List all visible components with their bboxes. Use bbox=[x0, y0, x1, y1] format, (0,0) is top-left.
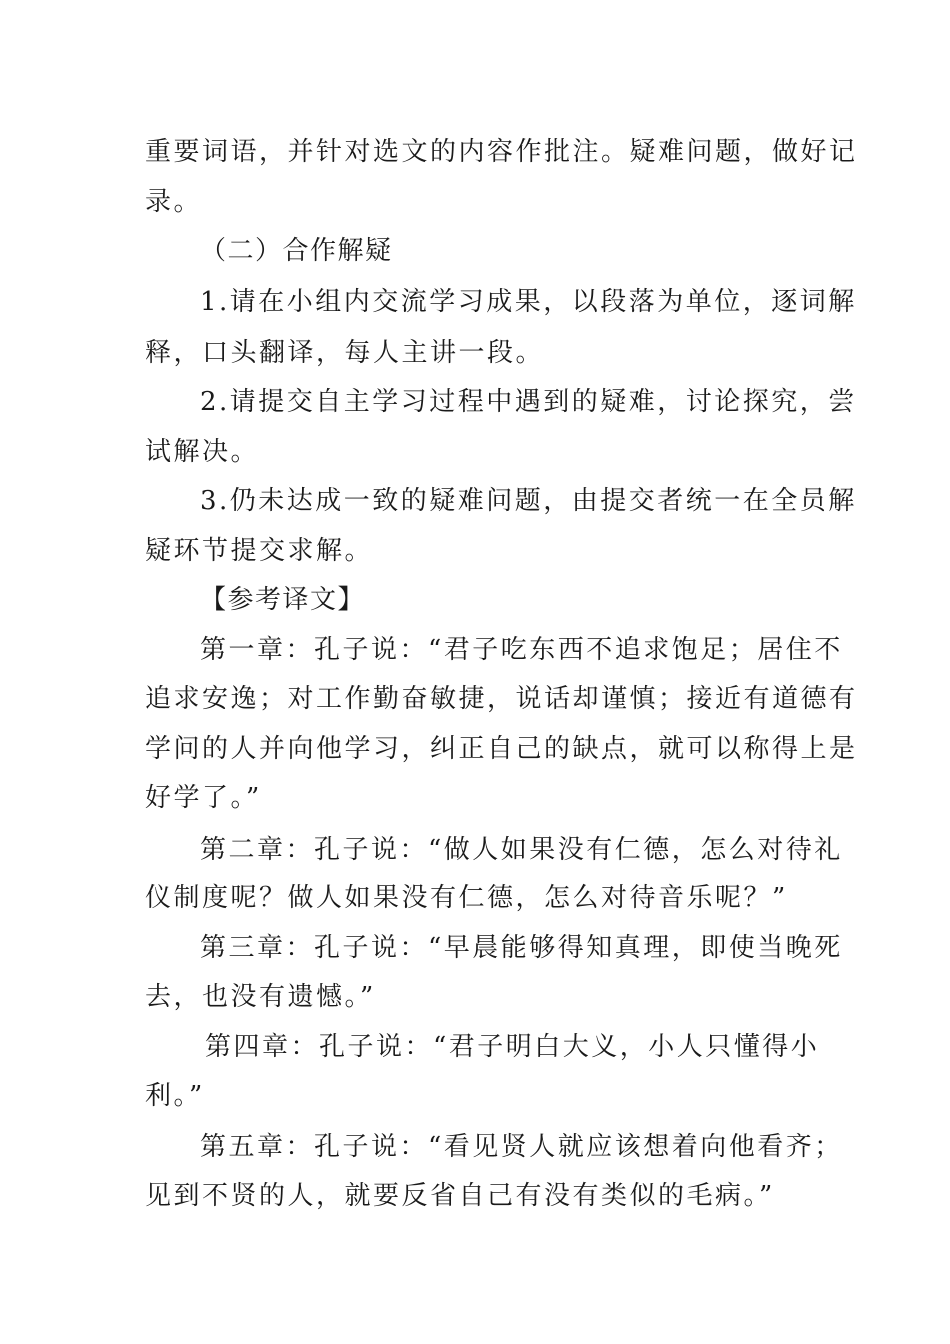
text-line: 1.请在小组内交流学习成果，以段落为单位，逐词解 bbox=[200, 287, 857, 317]
section-heading: 【参考译文】 bbox=[200, 585, 366, 615]
text-line: 利。” bbox=[145, 1081, 205, 1111]
section-heading: （二）合作解疑 bbox=[200, 236, 393, 266]
text-line: 第五章：孔子说：“看见贤人就应该想着向他看齐； bbox=[200, 1132, 843, 1162]
text-line: 疑环节提交求解。 bbox=[145, 536, 374, 566]
text-line: 追求安逸；对工作勤奋敏捷，说话却谨慎；接近有道德有 bbox=[145, 684, 858, 714]
text-line: 第三章：孔子说：“早晨能够得知真理，即使当晚死 bbox=[200, 933, 843, 963]
text-line: 录。 bbox=[145, 187, 203, 217]
text-line: 2.请提交自主学习过程中遇到的疑难，讨论探究，尝 bbox=[200, 387, 857, 417]
text-line: 好学了。” bbox=[145, 783, 262, 813]
text-line: 仪制度呢？做人如果没有仁德，怎么对待音乐呢？” bbox=[145, 883, 788, 913]
text-line: 第一章：孔子说：“君子吃东西不追求饱足；居住不 bbox=[200, 635, 843, 665]
text-line: 3.仍未达成一致的疑难问题，由提交者统一在全员解 bbox=[200, 486, 857, 516]
text-line: 第二章：孔子说：“做人如果没有仁德，怎么对待礼 bbox=[200, 835, 843, 865]
text-line: 第四章：孔子说：“君子明白大义，小人只懂得小 bbox=[205, 1032, 820, 1062]
text-line: 去，也没有遗憾。” bbox=[145, 982, 376, 1012]
text-line: 试解决。 bbox=[145, 437, 260, 467]
text-line: 学问的人并向他学习，纠正自己的缺点，就可以称得上是 bbox=[145, 734, 858, 764]
text-line: 重要词语，并针对选文的内容作批注。疑难问题，做好记 bbox=[145, 137, 858, 167]
text-line: 见到不贤的人，就要反省自己有没有类似的毛病。” bbox=[145, 1181, 775, 1211]
text-line: 释，口头翻译，每人主讲一段。 bbox=[145, 338, 545, 368]
